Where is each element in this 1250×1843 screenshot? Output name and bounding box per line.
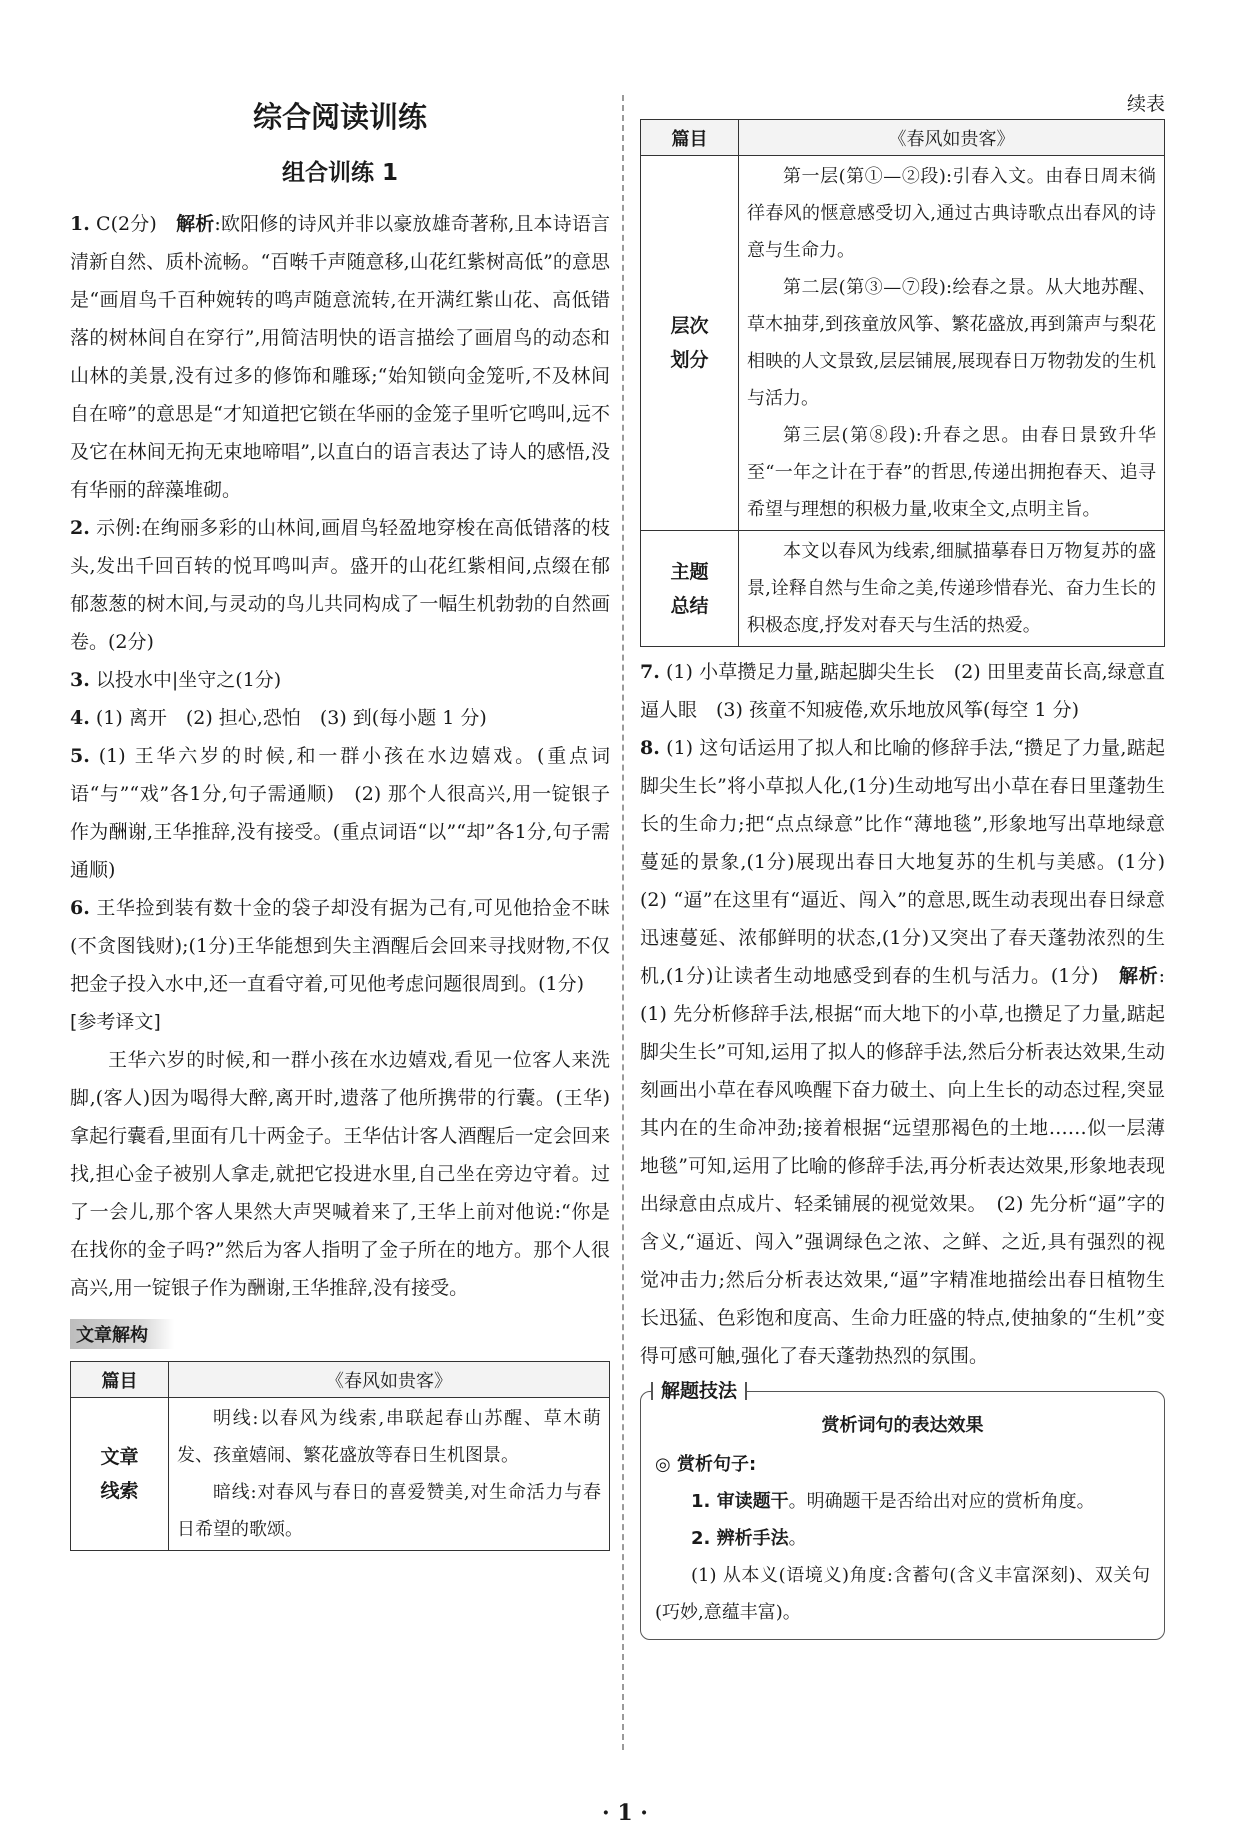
structure-table-continued: [640, 119, 1165, 647]
answer-3: 3. 以投水中|坐守之(1分): [70, 669, 282, 691]
section-subtitle: 组合训练 1: [281, 160, 398, 186]
table-row-label: 层次划分: [641, 156, 739, 531]
table-row: [71, 1398, 610, 1551]
table-row-label: 文章线索: [71, 1398, 169, 1551]
table-row: [641, 156, 1165, 531]
column-divider: [622, 95, 624, 1750]
left-column: [70, 95, 610, 1551]
technique-subtitle: 赏析词句的表达效果: [821, 1415, 984, 1436]
table-continued-label: 续表: [1126, 93, 1165, 115]
structure-table: [70, 1361, 610, 1551]
technique-detail: (1) 从本义(语境义)角度:含蓄句(含义丰富深刻)、双关句(巧妙,意蕴丰富)。: [655, 1565, 1150, 1623]
section-tag: 文章解构: [70, 1319, 174, 1349]
table-cell: 本文以春风为线索,细腻描摹春日万物复苏的盛景,诠释自然与生命之美,传递珍惜春光、奋力生长的积极态度,抒发对春天与生活的热爱。: [739, 531, 1165, 647]
table-header-cell: 《春风如贵客》: [169, 1362, 610, 1398]
answer-6: 6. 王华捡到装有数十金的袋子却没有据为己有,可见他拾金不昧(不贪图钱财);(1分)王华能想到失主酒醒后会回来寻找财物,不仅把金子投入水中,还一直看守着,可见他考虑问题很周到。(1分): [70, 897, 610, 995]
answer-8: 8. (1) 这句话运用了拟人和比喻的修辞手法,“攒足了力量,踮起脚尖生长”将小草拟人化,(1分)生动地写出小草在春日里蓬勃生长的生命力;把“点点绿意”比作“薄地毯”,形象地写出草地绿意蔓延的景象,(1分)展现出春日大地复苏的生机与美感。(1分) (2) “逼”在这里有“逼近、闯入”的意思,既生动表现出春日绿意迅速蔓延、浓郁鲜明的状态,(1分)又突出了春天蓬勃浓烈的生机,(1分)让读者生动地感受到春的生机与活力。(1分) 解析:(1) 先分析修辞手法,根据“而大地下的小草,也攒足了力量,踮起脚尖生长”可知,运用了拟人的修辞手法,然后分析表达效果,生动刻画出小草在春风唤醒下奋力破土、向上生长的动态过程,突显其内在的生命冲劲;接着根据“远望那褐色的土地……似一层薄地毯”可知,运用了比喻的修辞手法,再分析表达效果,形象地表现出绿意由点成片、轻柔铺展的视觉效果。 (2) 先分析“逼”字的含义,“逼近、闯入”强调绿色之浓、之鲜、之近,具有强烈的视觉冲击力;然后分析表达效果,“逼”字精准地描绘出春日植物生长迅猛、色彩饱和度高、生命力旺盛的特点,使抽象的“生机”变得可感可触,强化了春天蓬勃热烈的氛围。: [640, 737, 1185, 1367]
table-header-row: [641, 120, 1165, 156]
reference-translation-label: [参考译文]: [70, 1011, 161, 1033]
answer-1: 1. C(2分) 解析:欧阳修的诗风并非以豪放雄奇著称,且本诗语言清新自然、质朴流畅。“百啭千声随意移,山花红紫树高低”的意思是“画眉鸟千百种婉转的鸣声随意流转,在开满红紫山花、高低错落的树林间自在穿行”,用简洁明快的语言描绘了画眉鸟的动态和山林的美景,没有过多的修饰和雕琢;“始知锁向金笼听,不及林间自在啼”的意思是“才知道把它锁在华丽的金笼子里听它鸣叫,远不及它在林间无拘无束地啼唱”,以直白的语言表达了诗人的感悟,没有华丽的辞藻堆砌。: [70, 213, 610, 501]
reference-translation: 王华六岁的时候,和一群小孩在水边嬉戏,看见一位客人来洗脚,(客人)因为喝得大醉,离开时,遗落了他所携带的行囊。(王华)拿起行囊看,里面有几十两金子。王华估计客人酒醒后一定会回来找,担心金子被别人拿走,就把它投进水里,自己坐在旁边守着。过了一会儿,那个客人果然大声哭喊着来了,王华上前对他说:“你是在找你的金子吗?”然后为客人指明了金子所在的地方。那个人很高兴,用一锭银子作为酬谢,王华推辞,没有接受。: [70, 1049, 610, 1299]
page-number: · 1 ·: [602, 1800, 648, 1826]
table-header-row: [71, 1362, 610, 1398]
technique-step: 1. 审读题干。明确题干是否给出对应的赏析角度。: [691, 1491, 1095, 1512]
table-header-cell: 篇目: [641, 120, 739, 156]
answer-4: 4. (1) 离开 (2) 担心,恐怕 (3) 到(每小题 1 分): [70, 707, 487, 729]
table-header-cell: 《春风如贵客》: [739, 120, 1165, 156]
technique-box: [640, 1380, 1165, 1640]
answer-5: 5. (1) 王华六岁的时候,和一群小孩在水边嬉戏。(重点词语“与”“戏”各1分,句子需通顺) (2) 那个人很高兴,用一锭银子作为酬谢,王华推辞,没有接受。(重点词语“以”“却”各1分,句子需通顺): [70, 745, 610, 881]
table-cell: 第一层(第①—②段):引春入文。由春日周末徜徉春风的惬意感受切入,通过古典诗歌点出春风的诗意与生命力。 第二层(第③—⑦段):绘春之景。从大地苏醒、草木抽芽,到孩童放风筝、繁花盛放,再到箫声与梨花相映的人文景致,层层铺展,展现春日万物勃发的生机与活力。 第三层(第⑧段):升春之思。由春日景致升华至“一年之计在于春”的哲思,传递出拥抱春天、追寻希望与理想的积极力量,收束全文,点明主旨。: [739, 156, 1165, 531]
table-row-label: 主题总结: [641, 531, 739, 647]
technique-step: 2. 辨析手法。: [691, 1528, 807, 1549]
technique-title: 解题技法: [651, 1376, 747, 1403]
answer-7: 7. (1) 小草攒足力量,踮起脚尖生长 (2) 田里麦苗长高,绿意直逼人眼 (3) 孩童不知疲倦,欢乐地放风筝(每空 1 分): [640, 661, 1165, 721]
right-column: [640, 93, 1185, 1640]
table-cell: 明线:以春风为线索,串联起春山苏醒、草木萌发、孩童嬉闹、繁花盛放等春日生机图景。 暗线:对春风与春日的喜爱赞美,对生命活力与春日希望的歌颂。: [169, 1398, 610, 1551]
table-header-cell: 篇目: [71, 1362, 169, 1398]
answer-2: 2. 示例:在绚丽多彩的山林间,画眉鸟轻盈地穿梭在高低错落的枝头,发出千回百转的悦耳鸣叫声。盛开的山花红紫相间,点缀在郁郁葱葱的树木间,与灵动的鸟儿共同构成了一幅生机勃勃的自然画卷。(2分): [70, 517, 610, 653]
technique-point: ◎ 赏析句子:: [655, 1454, 757, 1475]
page-title: 综合阅读训练: [252, 100, 427, 134]
table-row: [641, 531, 1165, 647]
